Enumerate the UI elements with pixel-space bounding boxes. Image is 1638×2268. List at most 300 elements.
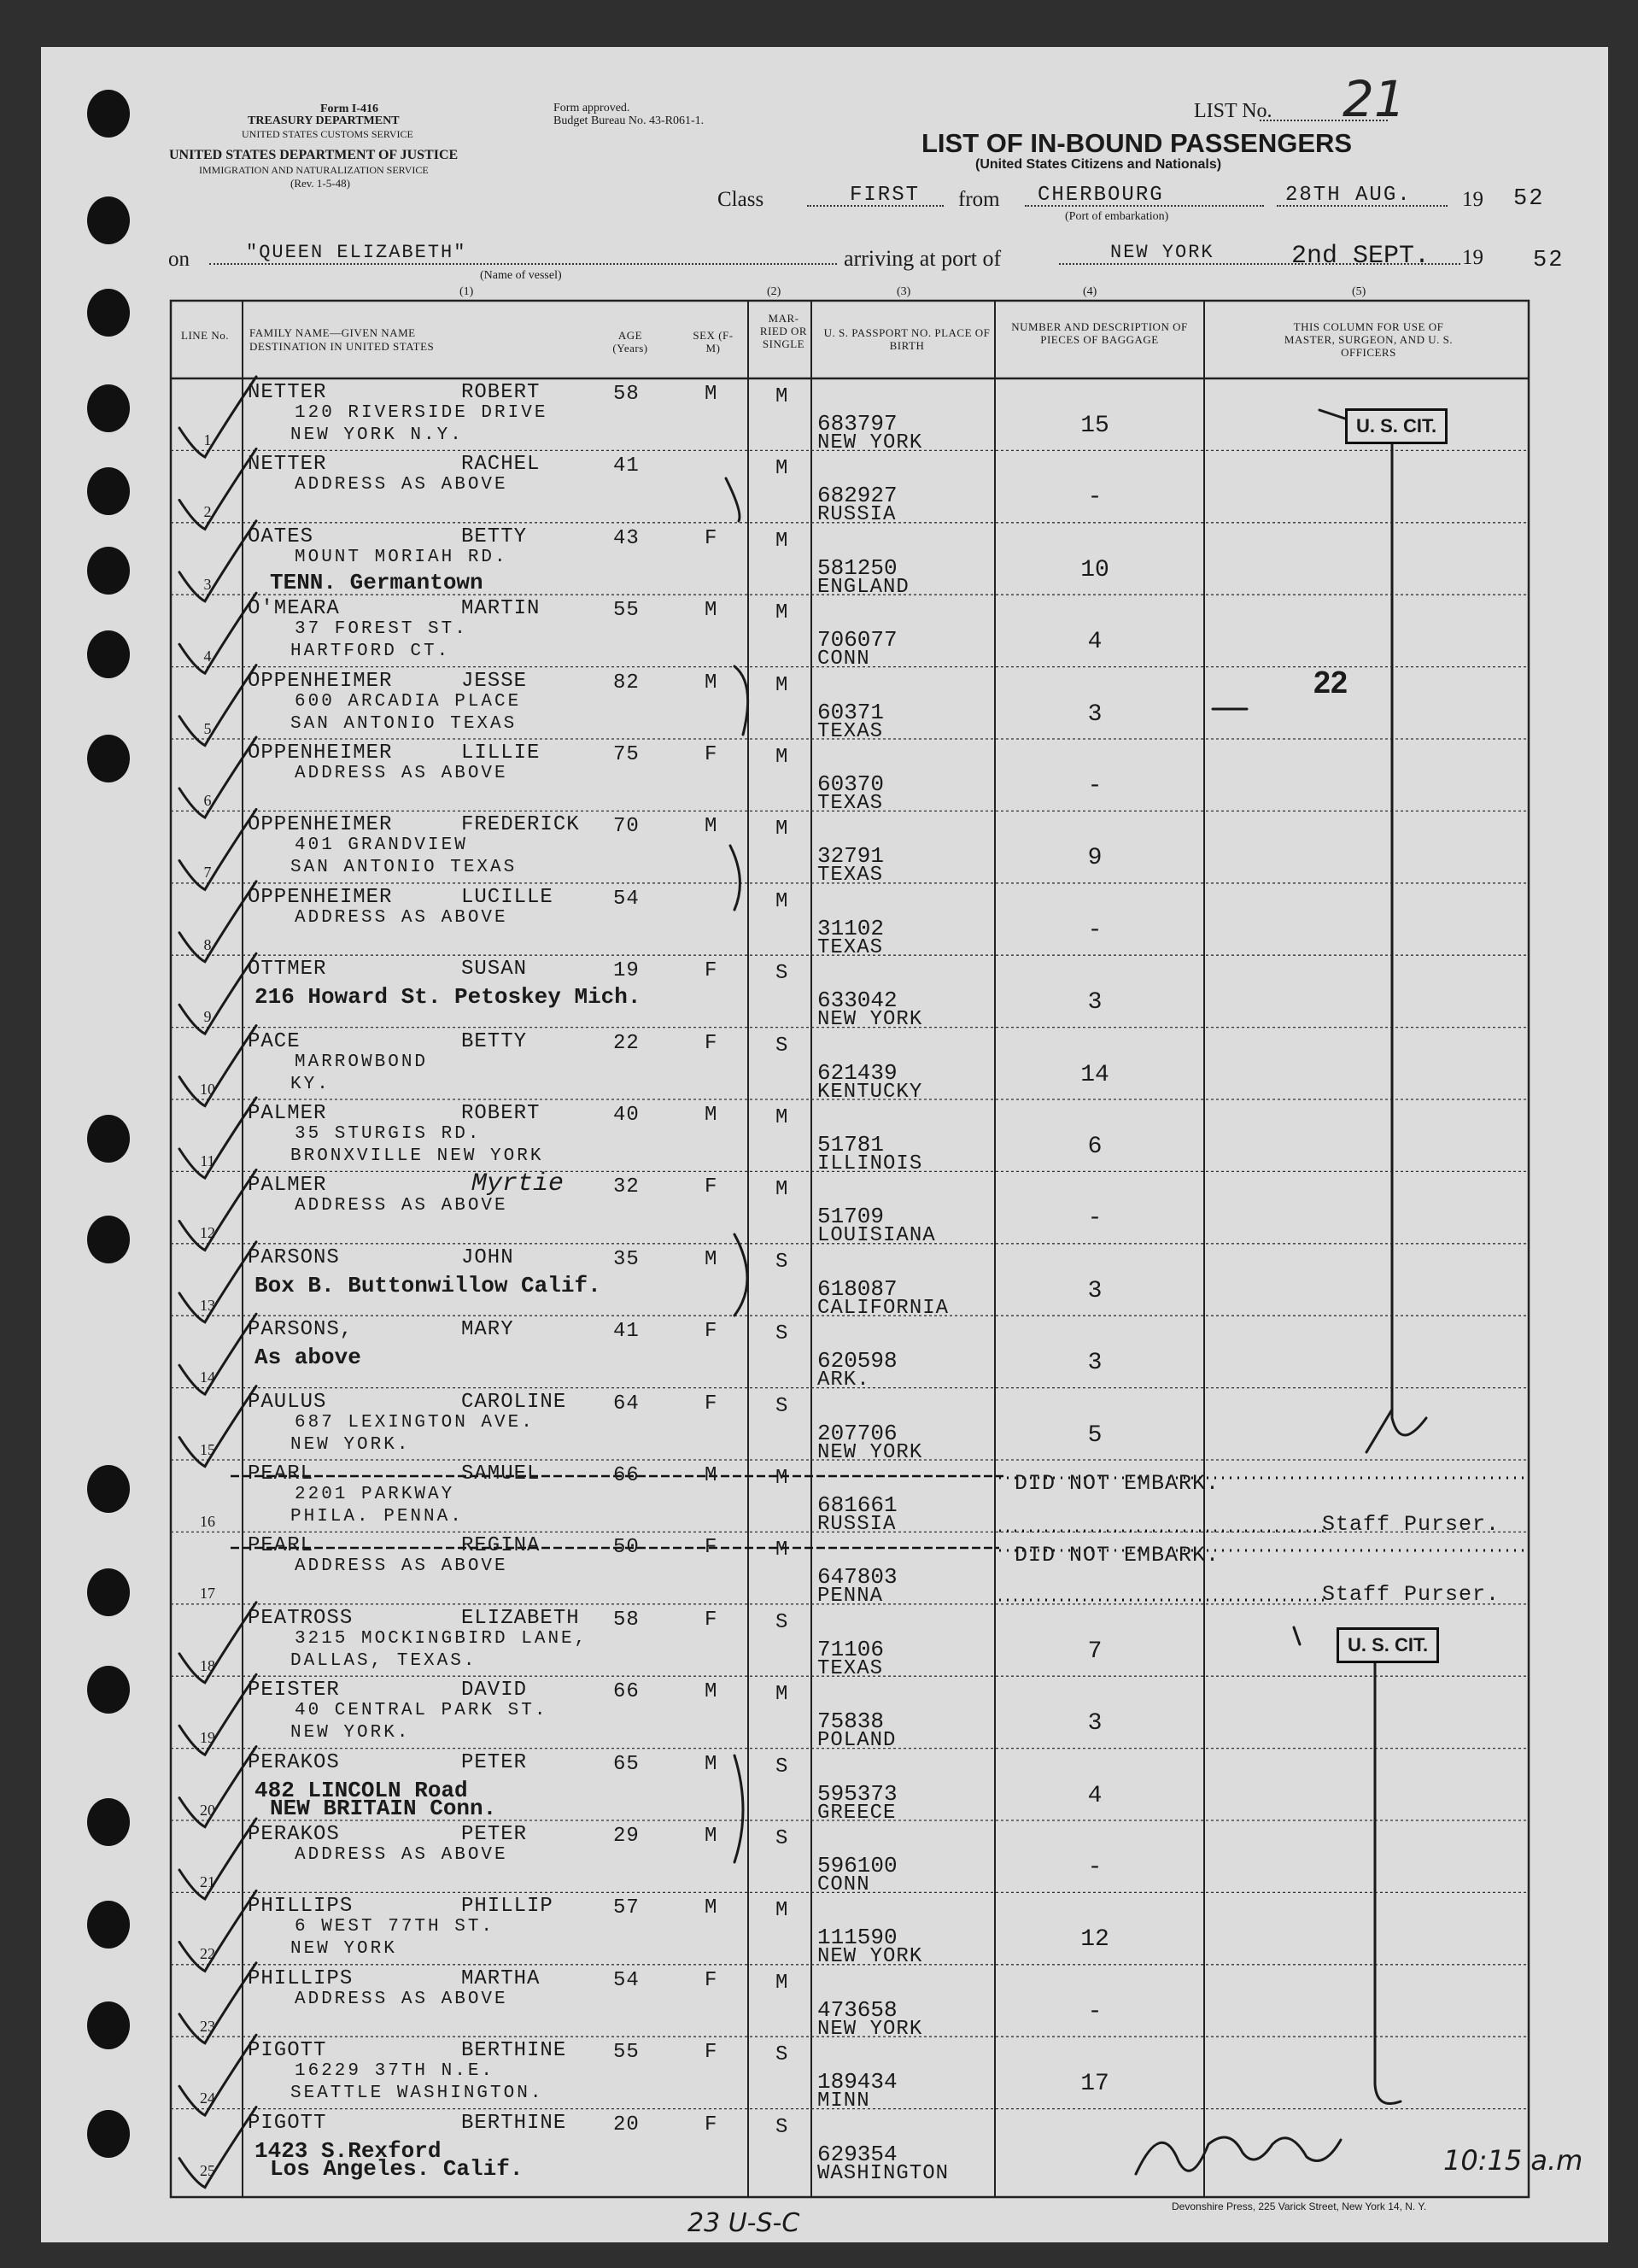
family-name: PACE: [248, 1029, 301, 1053]
page-title: LIST OF IN-BOUND PASSENGERS: [921, 128, 1353, 158]
from-line: [1025, 205, 1264, 207]
list-number-line: [1260, 120, 1388, 121]
marital-status: S: [775, 2115, 789, 2139]
sex: F: [705, 1608, 718, 1632]
family-name: OPPENHEIMER: [248, 885, 393, 909]
sex: M: [705, 1464, 718, 1487]
passport-number: 683797: [817, 411, 898, 437]
passport-number: 32791: [817, 843, 885, 870]
place-of-birth: NEW YORK: [817, 1008, 923, 1032]
sex: M: [705, 1247, 718, 1271]
address-line-1: 40 CENTRAL PARK ST.: [295, 1701, 548, 1721]
given-name: JOHN: [461, 1245, 514, 1269]
address-line-1: As above: [254, 1345, 361, 1371]
given-name: JESSE: [461, 669, 528, 693]
year-prefix-1: 19: [1462, 188, 1483, 211]
place-of-birth: PENNA: [817, 1585, 884, 1609]
address-line-1: 35 STURGIS RD.: [295, 1124, 482, 1144]
address-line-2: NEW YORK.: [290, 1434, 411, 1455]
family-name: PEISTER: [248, 1679, 340, 1702]
given-name: DAVID: [461, 1679, 528, 1702]
page-subtitle: (United States Citizens and Nationals): [975, 157, 1222, 172]
line-number: 1: [203, 431, 212, 448]
family-name: PIGOTT: [248, 2039, 327, 2063]
punch-hole-3: [87, 289, 130, 337]
given-name: MARTHA: [461, 1966, 541, 1990]
family-name: PALMER: [248, 1102, 327, 1125]
address-line-2: NEW YORK: [290, 1939, 397, 1960]
class-line: [807, 205, 944, 207]
form-number: Form I-416: [320, 103, 379, 115]
marital-status: M: [775, 601, 789, 625]
passport-number: 31102: [817, 915, 885, 941]
address-line-2: NEW YORK.: [290, 1723, 411, 1743]
age: 70: [613, 815, 640, 839]
address-line-1: ADDRESS AS ABOVE: [295, 1845, 508, 1865]
baggage-count: -: [1087, 917, 1103, 944]
col-officers-header: THIS COLUMN FOR USE OF MASTER, SURGEON, AND U. S. OFFICERS: [1284, 320, 1454, 359]
address-line-2: DALLAS, TEXAS.: [290, 1650, 477, 1671]
baggage-count: 6: [1087, 1134, 1103, 1160]
punch-hole-10: [87, 1216, 130, 1263]
line-number: 3: [203, 575, 212, 593]
address-line-1: 482 LINCOLN Road: [254, 1777, 468, 1803]
passport-number: 75838: [817, 1708, 885, 1735]
age: 66: [613, 1464, 640, 1487]
age: 41: [613, 1320, 640, 1344]
ins-service: IMMIGRATION AND NATURALIZATION SERVICE: [199, 164, 429, 176]
punch-hole-7: [87, 630, 130, 678]
age: 82: [613, 671, 640, 694]
punch-hole-5: [87, 467, 130, 515]
punch-hole-12: [87, 1568, 130, 1616]
punch-hole-16: [87, 2001, 130, 2049]
place-of-birth: TEXAS: [817, 1656, 884, 1680]
age: 55: [613, 2041, 640, 2065]
embark-caption: (Port of embarkation): [1065, 210, 1169, 223]
place-of-birth: RUSSIA: [817, 1513, 897, 1536]
line-number: 6: [203, 792, 212, 809]
embark-date-line: [1277, 205, 1448, 207]
punch-hole-6: [87, 547, 130, 595]
baggage-count: 9: [1087, 845, 1103, 872]
port-value: NEW YORK: [1110, 242, 1214, 263]
line-number: 9: [203, 1008, 212, 1026]
line-number: 17: [200, 1585, 215, 1603]
passport-number: 621439: [817, 1059, 898, 1086]
address-line-1: ADDRESS AS ABOVE: [295, 1196, 508, 1216]
place-of-birth: NEW YORK: [817, 1945, 923, 1969]
family-name: OPPENHEIMER: [248, 813, 393, 837]
age: 20: [613, 2113, 640, 2136]
given-name: PETER: [461, 1750, 528, 1774]
punch-hole-14: [87, 1798, 130, 1846]
place-of-birth: CALIFORNIA: [817, 1296, 950, 1320]
given-name: REGINA: [461, 1534, 541, 1558]
col-num-2: (2): [767, 285, 781, 298]
sex: F: [705, 959, 718, 983]
given-name: SUSAN: [461, 958, 528, 982]
on-label: on: [168, 248, 190, 271]
list-number: 21: [1343, 70, 1406, 128]
col-baggage-header: NUMBER AND DESCRIPTION OF PIECES OF BAGGAGE: [1011, 320, 1188, 346]
col-age-header: AGE (Years): [612, 329, 648, 355]
address-line-2: NEW BRITAIN Conn.: [270, 1795, 497, 1821]
line-number: 24: [200, 2089, 215, 2107]
family-name: OTTMER: [248, 958, 327, 982]
sex: F: [705, 526, 718, 550]
sex: M: [705, 1104, 718, 1127]
line-number: 7: [203, 864, 212, 882]
sex: M: [705, 1896, 718, 1920]
address-line-1: 6 WEST 77TH ST.: [295, 1917, 495, 1937]
punch-hole-4: [87, 384, 130, 432]
did-not-embark-17: DID NOT EMBARK.: [1015, 1543, 1220, 1568]
line-number: 20: [200, 1801, 215, 1819]
sex: F: [705, 1392, 718, 1415]
baggage-count: 10: [1080, 556, 1109, 583]
marital-status: M: [775, 385, 789, 408]
line-number: 23: [200, 2017, 215, 2035]
address-line-2: SAN ANTONIO TEXAS: [290, 713, 518, 734]
baggage-count: 3: [1087, 700, 1103, 728]
age: 40: [613, 1104, 640, 1127]
given-name: ROBERT: [461, 1102, 541, 1125]
given-name: BERTHINE: [461, 2039, 567, 2063]
punch-hole-13: [87, 1666, 130, 1714]
baggage-count: 12: [1080, 1926, 1109, 1954]
marital-status: M: [775, 529, 789, 553]
age: 54: [613, 887, 640, 911]
address-line-1: 37 FOREST ST.: [295, 619, 468, 640]
baggage-count: 3: [1087, 1277, 1103, 1304]
address-line-1: MARROWBOND: [295, 1052, 429, 1072]
address-line-1: 687 LEXINGTON AVE.: [295, 1412, 535, 1433]
age: 29: [613, 1825, 640, 1848]
from-label: from: [958, 188, 1000, 211]
sex: F: [705, 1536, 718, 1560]
family-name: PERAKOS: [248, 1823, 340, 1846]
address-line-1: 1423 S.Rexford: [254, 2137, 442, 2164]
punch-hole-8: [87, 735, 130, 782]
given-name: CAROLINE: [461, 1390, 567, 1414]
place-of-birth: TEXAS: [817, 935, 884, 959]
embark-date: 28TH AUG.: [1285, 184, 1412, 207]
address-line-1: MOUNT MORIAH RD.: [295, 547, 508, 567]
family-name: OPPENHEIMER: [248, 669, 393, 693]
address-line-1: ADDRESS AS ABOVE: [295, 1556, 508, 1577]
place-of-birth: RUSSIA: [817, 503, 897, 527]
passport-number: 682927: [817, 483, 898, 509]
family-name: PERAKOS: [248, 1750, 340, 1774]
passport-number: 618087: [817, 1275, 898, 1302]
place-of-birth: ILLINOIS: [817, 1152, 923, 1175]
address-line-1: 600 ARCADIA PLACE: [295, 691, 522, 712]
age: 35: [613, 1247, 640, 1271]
address-line-2: TENN. Germantown: [270, 569, 483, 595]
given-name: LILLIE: [461, 741, 541, 765]
family-name: PARSONS: [248, 1245, 340, 1269]
sex: M: [705, 815, 718, 839]
line-number: 10: [200, 1080, 215, 1098]
address-line-1: 3215 MOCKINGBIRD LANE,: [295, 1628, 588, 1649]
age: 41: [613, 454, 640, 478]
address-line-1: ADDRESS AS ABOVE: [295, 475, 508, 495]
punch-hole-17: [87, 2110, 130, 2158]
sex: M: [705, 671, 718, 694]
family-name: NETTER: [248, 453, 327, 477]
bottom-note: 23 U-S-C: [687, 2208, 800, 2238]
address-line-2: PHILA. PENNA.: [290, 1507, 464, 1527]
address-line-2: NEW YORK N.Y.: [290, 425, 464, 445]
baggage-count: -: [1087, 484, 1103, 512]
address-line-2: SEATTLE WASHINGTON.: [290, 2083, 544, 2104]
marital-status: M: [775, 1467, 789, 1490]
sex: F: [705, 1320, 718, 1344]
address-line-1: 16229 37TH N.E.: [295, 2061, 495, 2082]
family-name: PEARL: [248, 1462, 314, 1486]
given-name: BERTHINE: [461, 2111, 567, 2135]
address-line-1: 401 GRANDVIEW: [295, 835, 468, 856]
col-destination-header: DESTINATION IN UNITED STATES: [249, 340, 435, 353]
place-of-birth: NEW YORK: [817, 2017, 923, 2041]
passport-number: 706077: [817, 627, 898, 653]
family-name: NETTER: [248, 381, 327, 404]
place-of-birth: NEW YORK: [817, 1440, 923, 1464]
family-name: OATES: [248, 525, 314, 548]
line-number: 18: [200, 1656, 215, 1674]
age: 65: [613, 1752, 640, 1776]
place-of-birth: GREECE: [817, 1801, 897, 1825]
address-line-2: KY.: [290, 1074, 331, 1094]
marital-status: M: [775, 1683, 789, 1707]
marital-status: M: [775, 1538, 789, 1562]
family-name: PHILLIPS: [248, 1895, 354, 1919]
marital-status: M: [775, 1899, 789, 1923]
address-line-1: ADDRESS AS ABOVE: [295, 1989, 508, 2009]
did-not-embark-16: DID NOT EMBARK.: [1015, 1471, 1220, 1496]
marital-status: M: [775, 1971, 789, 1995]
from-value: CHERBOURG: [1038, 184, 1164, 207]
age: 54: [613, 1968, 640, 1992]
given-name: BETTY: [461, 525, 528, 548]
passport-number: 647803: [817, 1564, 898, 1591]
arrival-year: 52: [1533, 248, 1565, 273]
age: 64: [613, 1392, 640, 1415]
punch-hole-15: [87, 1901, 130, 1949]
treasury-dept: TREASURY DEPARTMENT: [248, 114, 400, 127]
us-citizen-stamp-1: U. S. CIT.: [1345, 408, 1448, 444]
line-number: 8: [203, 935, 212, 953]
marital-status: M: [775, 889, 789, 913]
inspection-time: 10:15 a.m: [1443, 2144, 1583, 2177]
address-line-1: 120 RIVERSIDE DRIVE: [295, 403, 548, 423]
marital-status: S: [775, 1755, 789, 1779]
place-of-birth: CONN: [817, 648, 870, 671]
staff-purser-16: Staff Purser.: [1322, 1512, 1501, 1537]
marital-status: S: [775, 1394, 789, 1418]
passport-number: 629354: [817, 2141, 898, 2167]
col-passport-header: U. S. PASSPORT NO. PLACE OF BIRTH: [823, 326, 991, 352]
line-number: 25: [200, 2161, 215, 2179]
passport-number: 111590: [817, 1925, 898, 1951]
passport-number: 71106: [817, 1636, 885, 1662]
embark-year: 52: [1513, 186, 1545, 212]
baggage-count: 7: [1087, 1638, 1103, 1665]
vessel-line: [209, 263, 837, 265]
list-number-label: LIST No.: [1194, 100, 1272, 122]
place-of-birth: ENGLAND: [817, 575, 910, 599]
line-number: 5: [203, 719, 212, 737]
sex: F: [705, 1968, 718, 1992]
given-name: MARY: [461, 1318, 514, 1342]
year-prefix-2: 19: [1462, 246, 1483, 269]
age: 66: [613, 1680, 640, 1704]
given-name: Myrtie: [471, 1169, 565, 1199]
arriving-label: arriving at port of: [844, 246, 1002, 271]
revision: (Rev. 1-5-48): [290, 177, 350, 190]
age: 58: [613, 1608, 640, 1632]
marital-status: M: [775, 673, 789, 697]
sex: M: [705, 1752, 718, 1776]
family-name: PIGOTT: [248, 2111, 327, 2135]
family-name: PHILLIPS: [248, 1966, 354, 1990]
family-name: PEATROSS: [248, 1606, 354, 1630]
address-line-2: SAN ANTONIO TEXAS: [290, 858, 518, 878]
punch-hole-2: [87, 196, 130, 244]
address-line-1: ADDRESS AS ABOVE: [295, 907, 508, 928]
baggage-count: 15: [1080, 413, 1109, 439]
marital-status: S: [775, 962, 789, 986]
vessel-caption: (Name of vessel): [480, 269, 562, 282]
marital-status: M: [775, 1178, 789, 1202]
age: 43: [613, 526, 640, 550]
place-of-birth: LOUISIANA: [817, 1224, 936, 1248]
age: 57: [613, 1896, 640, 1920]
sex: F: [705, 2113, 718, 2136]
budget-bureau: Budget Bureau No. 43-R061-1.: [553, 114, 705, 127]
address-line-1: 2201 PARKWAY: [295, 1485, 455, 1504]
line-number: 21: [200, 1873, 215, 1890]
vessel-name: "QUEEN ELIZABETH": [246, 242, 467, 263]
family-name: OPPENHEIMER: [248, 741, 393, 765]
given-name: PHILLIP: [461, 1895, 553, 1919]
baggage-count: 14: [1080, 1061, 1109, 1088]
passport-number: 51781: [817, 1132, 885, 1157]
col-sex-header: SEX (F-M): [693, 329, 734, 355]
form-approved: Form approved.: [553, 102, 630, 114]
sex: M: [705, 383, 718, 406]
place-of-birth: CONN: [817, 1873, 870, 1896]
passport-number: 681661: [817, 1492, 898, 1518]
col-num-4: (4): [1083, 285, 1097, 298]
sex: F: [705, 2041, 718, 2065]
class-label: Class: [717, 188, 764, 211]
family-name: PARSONS,: [248, 1318, 354, 1342]
address-line-2: HARTFORD CT.: [290, 642, 451, 662]
col-line-header: LINE No.: [181, 329, 229, 342]
baggage-count: 3: [1087, 1710, 1103, 1738]
given-name: SAMUEL: [461, 1462, 541, 1486]
place-of-birth: WASHINGTON: [817, 2161, 950, 2185]
line-number: 4: [203, 648, 212, 665]
passport-number: 51709: [817, 1204, 885, 1230]
family-name: O'MEARA: [248, 597, 340, 621]
baggage-count: 3: [1087, 1350, 1103, 1377]
age: 55: [613, 599, 640, 623]
given-name: MARTIN: [461, 597, 541, 621]
address-line-1: ADDRESS AS ABOVE: [295, 764, 508, 783]
address-line-2: BRONXVILLE NEW YORK: [290, 1146, 544, 1166]
line-number: 11: [200, 1152, 215, 1169]
sex: M: [705, 1680, 718, 1704]
marital-status: M: [775, 1106, 789, 1129]
baggage-count: -: [1087, 773, 1103, 800]
sex: F: [705, 1031, 718, 1055]
class-value: FIRST: [850, 184, 921, 207]
punch-hole-1: [87, 90, 130, 138]
given-name: RACHEL: [461, 453, 541, 477]
passport-number: 595373: [817, 1780, 898, 1807]
printer-credit: Devonshire Press, 225 Varick Street, New York 14, N. Y.: [1172, 2201, 1427, 2212]
baggage-count: -: [1087, 1855, 1103, 1881]
family-name: PALMER: [248, 1174, 327, 1198]
sex: M: [705, 1825, 718, 1848]
baggage-count: 5: [1087, 1421, 1103, 1449]
given-name: ROBERT: [461, 381, 541, 404]
line-number: 2: [203, 503, 212, 521]
given-name: ELIZABETH: [461, 1606, 580, 1630]
passport-number: 473658: [817, 1996, 898, 2023]
passport-number: 620598: [817, 1348, 898, 1374]
sex: F: [705, 743, 718, 766]
marital-status: S: [775, 2043, 789, 2067]
given-name: BETTY: [461, 1029, 528, 1053]
marital-status: M: [775, 818, 789, 841]
passport-number: 207706: [817, 1420, 898, 1446]
line-number: 15: [200, 1440, 215, 1458]
justice-dept: UNITED STATES DEPARTMENT OF JUSTICE: [169, 148, 459, 162]
given-name: PETER: [461, 1823, 528, 1846]
arrival-date: 2nd SEPT.: [1291, 242, 1430, 271]
age: 32: [613, 1175, 640, 1199]
family-name: PAULUS: [248, 1390, 327, 1414]
marital-status: M: [775, 457, 789, 481]
baggage-count: -: [1087, 1205, 1103, 1233]
col-num-5: (5): [1352, 285, 1366, 298]
us-citizen-stamp-2: U. S. CIT.: [1337, 1627, 1439, 1663]
age: 22: [613, 1031, 640, 1055]
col-married-header: MAR-RIED OR SINGLE: [759, 312, 808, 350]
marital-status: S: [775, 1610, 789, 1634]
passport-number: 189434: [817, 2069, 898, 2095]
place-of-birth: TEXAS: [817, 719, 884, 743]
baggage-count: 17: [1080, 2071, 1109, 2098]
marital-status: M: [775, 746, 789, 769]
family-name: PEARL: [248, 1534, 314, 1558]
passport-number: 60370: [817, 771, 885, 797]
line-number: 16: [200, 1513, 215, 1530]
customs-service: UNITED STATES CUSTOMS SERVICE: [242, 128, 413, 140]
staff-purser-17: Staff Purser.: [1322, 1582, 1501, 1607]
given-name: FREDERICK: [461, 813, 580, 837]
place-of-birth: NEW YORK: [817, 431, 923, 454]
line-number: 12: [200, 1224, 215, 1242]
age: 75: [613, 743, 640, 766]
col-name-header: FAMILY NAME—GIVEN NAME: [249, 326, 416, 339]
marital-status: S: [775, 1322, 789, 1346]
baggage-count: 4: [1087, 1782, 1103, 1809]
